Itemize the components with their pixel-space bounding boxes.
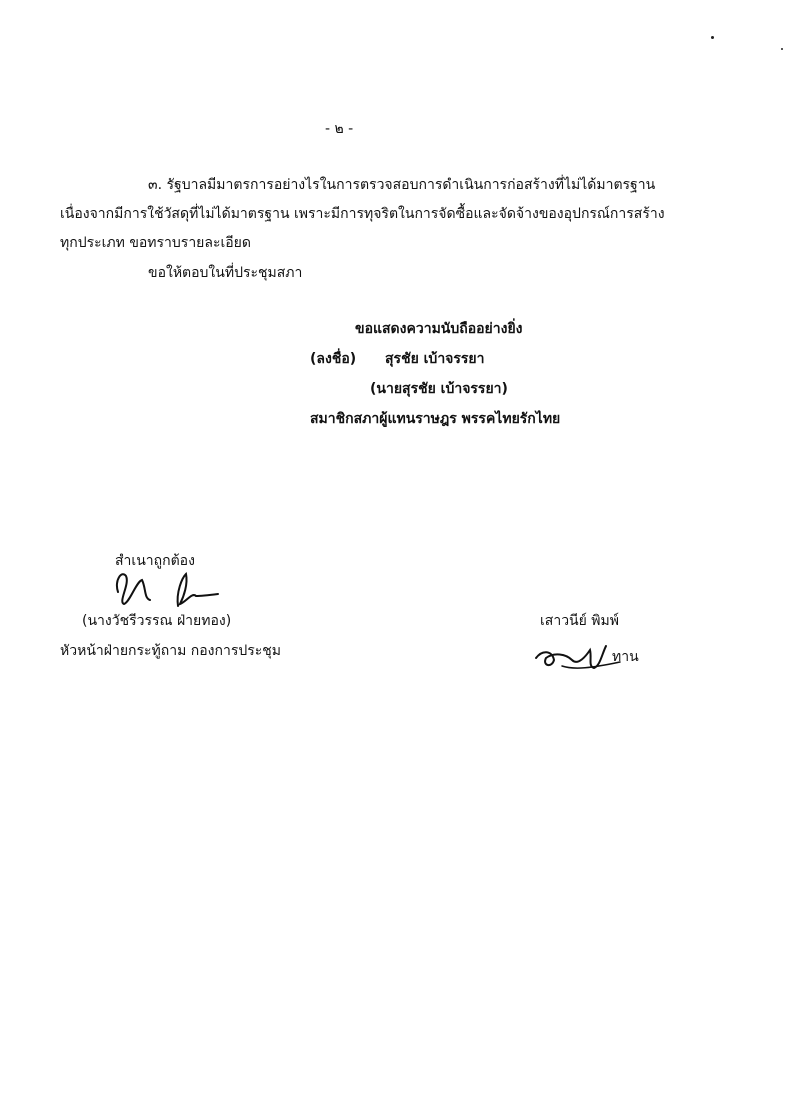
checked-note: ทาน: [612, 649, 639, 665]
handwritten-initials-icon: [532, 636, 624, 676]
certified-copy-label: สำเนาถูกต้อง: [115, 553, 195, 569]
certifier-title: หัวหน้าฝ่ายกระทู้ถาม กองการประชุม: [60, 643, 282, 659]
question-line-3: ทุกประเภท ขอทราบรายละเอียด: [60, 235, 251, 251]
question-line-2: เนื่องจากมีการใช้วัสดุที่ไม่ได้มาตรฐาน เพราะมีการทุจริตในการจัดซื้อและจัดจ้างของอุปกรณ์การสร้าง: [60, 206, 665, 222]
question-line-1: ๓. รัฐบาลมีมาตรการอย่างไรในการตรวจสอบการดำเนินการก่อสร้างที่ไม่ได้มาตรฐาน: [148, 177, 656, 193]
full-name: (นายสุรชัย เบ้าจรรยา): [370, 381, 508, 397]
typist-note: เสาวนีย์ พิมพ์: [540, 613, 619, 629]
scan-speck: [781, 48, 783, 50]
handwritten-signature-icon: [106, 562, 226, 612]
signed-prefix: (ลงชื่อ): [310, 351, 357, 367]
scan-speck: [711, 36, 714, 39]
request-line: ขอให้ตอบในที่ประชุมสภา: [148, 265, 303, 281]
member-position: สมาชิกสภาผู้แทนราษฎร พรรคไทยรักไทย: [310, 411, 561, 427]
closing-salutation: ขอแสดงความนับถืออย่างยิ่ง: [355, 321, 523, 337]
certifier-name: (นางวัชรีวรรณ ฝ่ายทอง): [82, 613, 232, 629]
signed-name: สุรชัย เบ้าจรรยา: [385, 351, 485, 367]
page-number: - ๒ -: [325, 121, 354, 137]
